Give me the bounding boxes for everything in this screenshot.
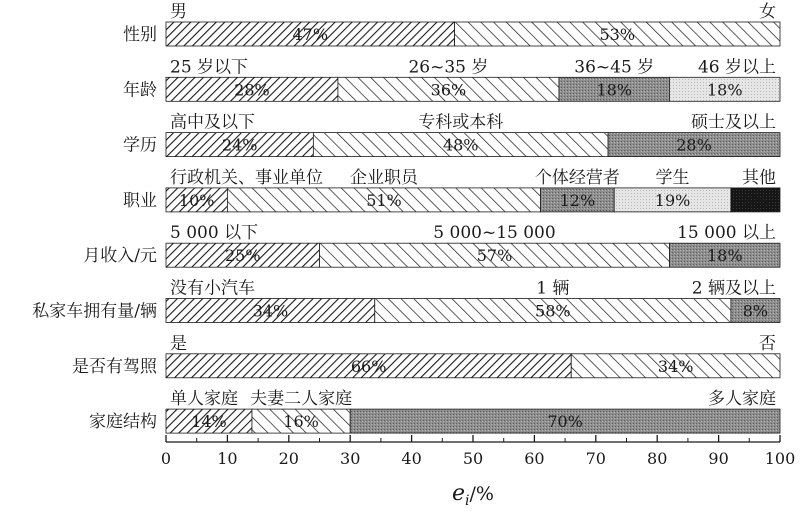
segment-name-label: 行政机关、事业单位 — [170, 167, 323, 188]
segment-name-label: 硕士及以上 — [691, 112, 776, 133]
category-label: 是否有驾照 — [72, 356, 157, 377]
x-tick-label: 80 — [647, 449, 668, 468]
data-label: 12% — [559, 190, 596, 210]
segment-name-label: 夫妻二人家庭 — [250, 389, 353, 410]
category-label: 职业 — [123, 190, 157, 211]
segment-name-label: 1 辆 — [536, 278, 570, 299]
data-label: 66% — [350, 356, 387, 376]
segment-name-label: 46 岁以上 — [697, 57, 776, 78]
data-label: 19% — [654, 190, 691, 210]
category-label: 家庭结构 — [89, 412, 157, 433]
data-label: 14% — [191, 412, 227, 432]
category-label: 性别 — [123, 25, 157, 45]
x-tick-label: 0 — [160, 449, 172, 468]
segment-name-label: 15 000 以上 — [677, 223, 776, 244]
data-label: 34% — [657, 356, 694, 376]
x-tick-label: 30 — [340, 449, 361, 468]
x-axis — [161, 435, 795, 509]
data-label: 47% — [292, 25, 329, 44]
data-label: 70% — [547, 412, 583, 432]
data-label: 51% — [366, 190, 402, 210]
data-label: 18% — [596, 80, 633, 100]
data-label: 36% — [430, 80, 467, 100]
data-label: 25% — [224, 246, 261, 266]
data-label: 53% — [599, 25, 636, 44]
segment-name-label: 女 — [759, 2, 776, 22]
bar-row — [123, 113, 780, 157]
bar-row — [83, 223, 780, 267]
data-label: 28% — [234, 80, 270, 100]
bar-row — [123, 2, 780, 46]
x-tick-label: 20 — [278, 449, 299, 468]
segment-name-label: 其他 — [742, 167, 776, 188]
segment-name-label: 单人家庭 — [170, 389, 238, 410]
data-label: 18% — [706, 80, 743, 100]
segment-name-label: 男 — [170, 2, 187, 22]
category-label: 月收入/元 — [83, 246, 157, 267]
segment-name-label: 学生 — [655, 167, 690, 188]
segment-name-label: 5 000 以下 — [170, 223, 259, 244]
segment-name-label: 高中及以下 — [170, 112, 255, 133]
bar-row — [32, 279, 780, 323]
segment-name-label: 个体经营者 — [534, 167, 620, 188]
segment-name-label: 专科或本科 — [418, 112, 504, 133]
category-label: 学历 — [123, 135, 157, 156]
data-label: 8% — [742, 190, 769, 210]
x-axis-title: $e_i/\%$ — [452, 481, 494, 509]
segment-name-label: 2 辆及以上 — [691, 278, 776, 299]
bar-row — [89, 389, 780, 433]
data-label: 28% — [676, 135, 712, 155]
x-tick-label: 70 — [585, 449, 606, 468]
segment-name-label: 多人家庭 — [708, 389, 776, 410]
segment-name-label: 26~35 岁 — [408, 57, 489, 78]
x-tick-label: 100 — [764, 449, 796, 468]
data-label: 48% — [442, 135, 479, 155]
data-label: 16% — [283, 412, 319, 432]
data-label: 10% — [178, 190, 215, 210]
x-tick-label: 40 — [401, 449, 422, 468]
segment-name-label: 否 — [759, 333, 776, 354]
x-tick-label: 60 — [524, 449, 545, 468]
bar-row — [123, 57, 780, 101]
segment-name-label: 是 — [170, 333, 187, 354]
category-label: 年龄 — [123, 80, 157, 101]
plot-area — [32, 2, 780, 433]
data-label: 8% — [742, 301, 769, 321]
bar-row — [123, 167, 780, 212]
data-label: 57% — [476, 246, 513, 266]
segment-name-label: 5 000~15 000 — [433, 223, 556, 244]
bar-row — [72, 334, 780, 378]
segment-name-label: 企业职员 — [349, 167, 418, 188]
segment-name-label: 没有小汽车 — [170, 278, 255, 299]
data-label: 58% — [535, 301, 571, 321]
category-label: 私家车拥有量/辆 — [32, 301, 157, 322]
data-label: 18% — [706, 246, 743, 266]
segment-name-label: 36~45 岁 — [574, 57, 655, 78]
data-label: 24% — [221, 135, 258, 155]
x-tick-label: 50 — [462, 449, 484, 468]
data-label: 34% — [252, 301, 289, 321]
segment-name-label: 25 岁以下 — [170, 57, 249, 78]
x-tick-label: 10 — [217, 449, 238, 468]
x-tick-label: 90 — [708, 449, 729, 468]
